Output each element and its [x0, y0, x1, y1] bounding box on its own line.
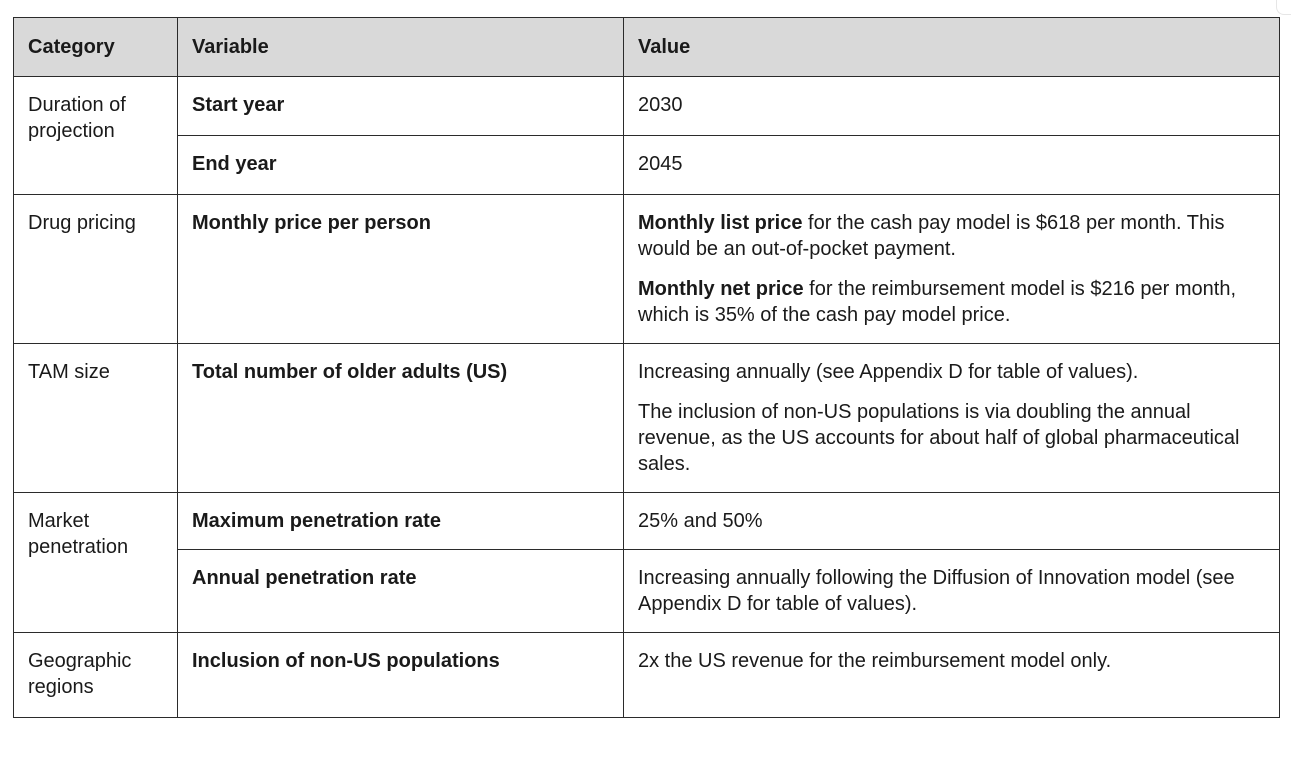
value-cell-older-adults [624, 344, 1280, 493]
table-header [14, 18, 1280, 77]
value-cell-monthly-price [624, 195, 1280, 344]
net-price-paragraph [638, 276, 1265, 328]
header-category: Category [14, 18, 178, 77]
net-price-text: for the reimbursement model is $216 per month, which is 35% of the cash pay model price. [638, 278, 1237, 326]
list-price-paragraph [638, 210, 1265, 262]
category-cell-tam: TAM size [14, 344, 178, 493]
category-cell-market: Market penetration [14, 493, 178, 633]
variable-cell-older-adults: Total number of older adults (US) [178, 344, 624, 493]
value-cell-non-us: 2x the US revenue for the reimbursement model only. [624, 633, 1280, 718]
table-row [14, 550, 1280, 633]
variable-cell-monthly-price: Monthly price per person [178, 195, 624, 344]
table-row [14, 493, 1280, 550]
value-cell-max-penetration: 25% and 50% [624, 493, 1280, 550]
value-cell-end-year: 2045 [624, 136, 1280, 195]
header-row [14, 18, 1280, 77]
category-cell-duration: Duration of projection [14, 77, 178, 195]
table-row [14, 195, 1280, 344]
value-cell-annual-penetration: Increasing annually following the Diffusion of Innovation model (see Appendix D for table of values). [624, 550, 1280, 633]
variable-cell-annual-penetration: Annual penetration rate [178, 550, 624, 633]
category-cell-pricing: Drug pricing [14, 195, 178, 344]
category-cell-geo: Geographic regions [14, 633, 178, 718]
tam-value-paragraph-1: Increasing annually (see Appendix D for table of values). [638, 361, 1139, 383]
value-cell-start-year: 2030 [624, 77, 1280, 136]
table-row [14, 136, 1280, 195]
header-variable: Variable [178, 18, 624, 77]
tam-value-paragraph-2: The inclusion of non-US populations is via doubling the annual revenue, as the US accounts for about half of global pharmaceutical sales. [638, 401, 1240, 475]
model-parameters-table [13, 17, 1280, 718]
list-price-lead: Monthly list price [638, 212, 803, 234]
table-row [14, 344, 1280, 493]
net-price-lead: Monthly net price [638, 278, 804, 300]
variable-cell-start-year: Start year [178, 77, 624, 136]
variable-cell-non-us: Inclusion of non-US populations [178, 633, 624, 718]
table-row [14, 77, 1280, 136]
table-row [14, 633, 1280, 718]
list-price-text: for the cash pay model is $618 per month. This would be an out-of-pocket payment. [638, 212, 1225, 260]
table-body [14, 77, 1280, 718]
header-value: Value [624, 18, 1280, 77]
variable-cell-max-penetration: Maximum penetration rate [178, 493, 624, 550]
variable-cell-end-year: End year [178, 136, 624, 195]
page-corner-decoration [1276, 0, 1291, 15]
